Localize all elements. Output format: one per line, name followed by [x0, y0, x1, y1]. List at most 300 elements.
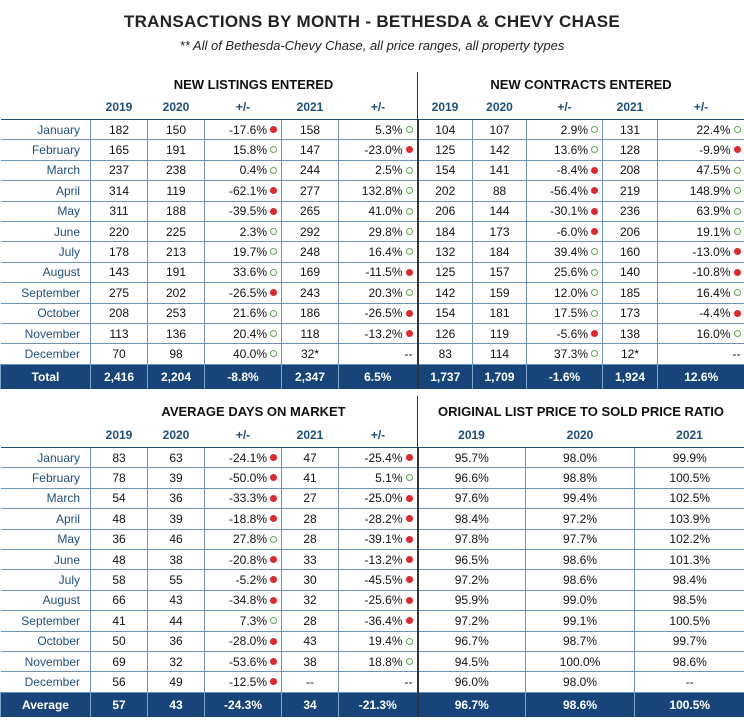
increase-indicator-icon — [406, 208, 413, 215]
listings-chg1 — [205, 323, 282, 343]
table-row — [1, 631, 744, 651]
contracts-chg1 — [527, 120, 603, 140]
dom-chg1-value: -50.0% — [228, 471, 267, 486]
listings-y2-value: 213 — [165, 245, 187, 260]
decrease-indicator-icon — [406, 269, 413, 276]
month-label-value: August — [42, 265, 80, 280]
listings-y1-value: 143 — [108, 265, 130, 280]
decrease-indicator-icon — [406, 515, 413, 522]
contracts-y1 — [418, 344, 473, 364]
listings-y1 — [91, 181, 148, 201]
dom-y1-value: 41 — [112, 613, 126, 628]
ratio-value — [418, 488, 526, 508]
month-label — [1, 140, 91, 160]
listings-y2-value: 98 — [169, 346, 183, 361]
ratio-value-value: 98.7% — [562, 634, 598, 649]
col-header: 2021 — [635, 423, 744, 448]
contracts-chg1-value: 37.3% — [553, 346, 588, 361]
dom-chg1-value: -34.8% — [228, 593, 267, 608]
ratio-value-value: 97.8% — [454, 532, 489, 547]
decrease-indicator-icon — [591, 167, 598, 174]
listings-chg1-value: 40.0% — [232, 346, 267, 361]
decrease-indicator-icon — [406, 576, 413, 583]
contracts-y1-value: 132 — [435, 245, 456, 260]
listings-chg2-value: -- — [404, 346, 413, 361]
month-label — [1, 529, 91, 549]
dom-y1-value: 69 — [112, 654, 126, 669]
ratio-value-value: 96.7% — [454, 634, 489, 649]
listings-chg2-value: -11.5% — [365, 265, 403, 280]
dom-chg2 — [339, 549, 418, 569]
listings-chg1-value: 19.7% — [232, 245, 267, 260]
decrease-indicator-icon — [270, 678, 277, 685]
dom-y2-value: 36 — [169, 634, 183, 649]
contracts-total-value: 1,737 — [430, 369, 461, 384]
listings-y2 — [148, 181, 205, 201]
listings-y3-value: 244 — [299, 163, 321, 178]
listings-chg2 — [339, 140, 418, 160]
ratio-value-value: 98.4% — [454, 511, 489, 526]
contracts-y3 — [603, 160, 658, 180]
ratio-value — [635, 488, 744, 508]
table-row — [1, 242, 744, 262]
listings-y3-value: 248 — [299, 245, 321, 260]
contracts-chg1-value: 2.9% — [560, 122, 588, 137]
bottom-table — [0, 423, 744, 717]
contracts-chg2 — [658, 181, 744, 201]
contracts-chg2 — [658, 160, 744, 180]
dom-chg2 — [339, 672, 418, 692]
contracts-y1 — [418, 283, 473, 303]
contracts-y2-value: 107 — [489, 122, 510, 137]
dom-y3 — [282, 488, 339, 508]
dom-y3 — [282, 570, 339, 590]
col-header: 2019 — [91, 423, 148, 448]
listings-y3-value: 292 — [299, 224, 321, 239]
dom-y1-value: 66 — [112, 593, 126, 608]
contracts-y2 — [473, 323, 527, 343]
ratio-value-value: 102.5% — [669, 491, 711, 506]
dom-chg2-value: 5.1% — [375, 471, 403, 486]
listings-total — [339, 364, 418, 389]
contracts-y3 — [603, 283, 658, 303]
listings-y1-value: 208 — [108, 306, 130, 321]
dom-y3 — [282, 672, 339, 692]
ratio-value — [418, 590, 526, 610]
listings-y2 — [148, 323, 205, 343]
table-row — [1, 140, 744, 160]
listings-chg1 — [205, 283, 282, 303]
dom-y2 — [148, 611, 205, 631]
dom-chg2-value: -13.2% — [364, 552, 403, 567]
ratio-value-value: 96.6% — [454, 471, 489, 486]
contracts-chg2-value: 148.9% — [689, 183, 731, 198]
ratio-value — [526, 509, 635, 529]
ratio-value — [635, 611, 744, 631]
listings-chg2 — [339, 262, 418, 282]
contracts-y2-value: 181 — [489, 306, 510, 321]
dom-y2 — [148, 509, 205, 529]
contracts-chg1-value: -30.1% — [549, 204, 588, 219]
ratio-value — [635, 529, 744, 549]
contracts-y3-value: 236 — [619, 204, 641, 219]
listings-chg1-value: 33.6% — [232, 265, 267, 280]
dom-chg2-value: 19.4% — [368, 634, 403, 649]
dom-y3 — [282, 651, 339, 671]
ratio-value-value: 96.0% — [454, 674, 489, 689]
ratio-value-value: -- — [685, 674, 694, 689]
ratio-average — [418, 692, 526, 717]
listings-total-value: 2,204 — [160, 369, 192, 384]
decrease-indicator-icon — [734, 310, 741, 317]
listings-y3-value: 147 — [299, 143, 321, 158]
contracts-chg2-value: 47.5% — [696, 163, 731, 178]
total-label — [1, 364, 91, 389]
decrease-indicator-icon — [406, 536, 413, 543]
listings-y3-value: 118 — [300, 326, 320, 341]
month-label — [1, 631, 91, 651]
col-header: +/- — [527, 95, 603, 120]
listings-y3 — [282, 242, 339, 262]
dom-y3 — [282, 611, 339, 631]
increase-indicator-icon — [591, 289, 598, 296]
contracts-y1 — [418, 160, 473, 180]
increase-indicator-icon — [406, 289, 413, 296]
ratio-value-value: 97.2% — [562, 511, 598, 526]
contracts-total — [473, 364, 527, 389]
dom-y1 — [91, 448, 148, 468]
decrease-indicator-icon — [270, 474, 277, 481]
contracts-y2 — [473, 283, 527, 303]
listings-y3-value: 186 — [299, 306, 321, 321]
col-header: 2020 — [526, 423, 635, 448]
ratio-value-value: 98.4% — [672, 573, 707, 588]
dom-y3 — [282, 448, 339, 468]
contracts-chg1-value: 17.5% — [553, 306, 588, 321]
listings-chg2 — [339, 221, 418, 241]
contracts-chg1-value: -6.0% — [556, 224, 588, 239]
dom-y3 — [282, 631, 339, 651]
month-label — [1, 448, 91, 468]
listings-y3-value: 169 — [299, 265, 321, 280]
increase-indicator-icon — [406, 126, 413, 133]
dom-y3 — [282, 509, 339, 529]
listings-y2 — [148, 303, 205, 323]
listings-chg2-value: 16.4% — [368, 245, 403, 260]
listings-y1-value: 182 — [108, 122, 130, 137]
decrease-indicator-icon — [270, 495, 277, 502]
dom-chg1 — [205, 468, 282, 488]
dom-chg1 — [205, 570, 282, 590]
dom-chg2 — [339, 590, 418, 610]
dom-average — [339, 692, 418, 717]
contracts-y3-value: 219 — [619, 183, 641, 198]
ratio-value — [526, 672, 635, 692]
contracts-y1-value: 142 — [435, 285, 456, 300]
ratio-value-value: 99.7% — [672, 634, 707, 649]
listings-y3-value: 243 — [299, 285, 321, 300]
col-header: 2020 — [148, 423, 205, 448]
decrease-indicator-icon — [591, 208, 598, 215]
contracts-chg1 — [527, 140, 603, 160]
dom-chg2-value: -36.4% — [364, 613, 403, 628]
listings-chg2-value: -23.0% — [364, 143, 403, 158]
listings-chg2-value: -13.2% — [364, 326, 403, 341]
contracts-y2-value: 184 — [489, 245, 510, 260]
listings-y2 — [148, 262, 205, 282]
dom-y2-value: 32 — [169, 654, 183, 669]
ratio-average-value: 96.7% — [454, 697, 489, 712]
increase-indicator-icon — [270, 146, 277, 153]
dom-chg1 — [205, 672, 282, 692]
listings-chg2 — [339, 242, 418, 262]
decrease-indicator-icon — [406, 597, 413, 604]
contracts-y3 — [603, 242, 658, 262]
ratio-value — [418, 672, 526, 692]
listings-y3-value: 158 — [299, 122, 321, 137]
dom-y2 — [148, 488, 205, 508]
ratio-value-value: 97.2% — [454, 573, 489, 588]
ratio-value-value: 101.3% — [669, 552, 711, 567]
listings-y1 — [91, 323, 148, 343]
listings-y3 — [282, 344, 339, 364]
dom-y3 — [282, 468, 339, 488]
decrease-indicator-icon — [406, 495, 413, 502]
month-label — [1, 160, 91, 180]
listings-y3 — [282, 303, 339, 323]
listings-chg1-value: 2.3% — [239, 224, 267, 239]
contracts-y2 — [473, 262, 527, 282]
increase-indicator-icon — [270, 167, 277, 174]
ratio-value — [526, 488, 635, 508]
contracts-y3-value: 131 — [619, 122, 641, 137]
contracts-chg1 — [527, 242, 603, 262]
listings-y3 — [282, 120, 339, 140]
contracts-chg2 — [658, 262, 744, 282]
ratio-value-value: 98.5% — [672, 593, 707, 608]
listings-y1-value: 275 — [108, 285, 130, 300]
listings-chg1-value: -62.1% — [228, 183, 267, 198]
contracts-chg2 — [658, 303, 744, 323]
month-label — [1, 570, 91, 590]
contracts-chg2 — [658, 242, 744, 262]
listings-y1 — [91, 242, 148, 262]
dom-average — [282, 692, 339, 717]
contracts-chg2-value: -10.8% — [692, 265, 731, 280]
listings-y2 — [148, 283, 205, 303]
ratio-value — [635, 631, 744, 651]
contracts-chg1-value: 13.6% — [553, 143, 588, 158]
contracts-y1 — [418, 120, 473, 140]
contracts-chg1 — [527, 344, 603, 364]
ratio-value — [526, 468, 635, 488]
dom-y2 — [148, 590, 205, 610]
increase-indicator-icon — [591, 350, 598, 357]
top-header-row — [1, 95, 744, 120]
listings-chg2 — [339, 323, 418, 343]
ratio-value — [418, 611, 526, 631]
dom-chg1 — [205, 509, 282, 529]
contracts-chg1 — [527, 201, 603, 221]
month-label — [1, 509, 91, 529]
contracts-chg1 — [527, 303, 603, 323]
dom-y2 — [148, 529, 205, 549]
dom-y1-value: 50 — [112, 634, 126, 649]
dom-chg2 — [339, 570, 418, 590]
ratio-value-value: 99.0% — [562, 593, 598, 608]
contracts-y1 — [418, 140, 473, 160]
dom-y1-value: 48 — [112, 511, 126, 526]
decrease-indicator-icon — [270, 576, 277, 583]
col-header: 2020 — [473, 95, 527, 120]
ratio-value — [635, 448, 744, 468]
contracts-chg1 — [527, 221, 603, 241]
dom-average-value: 43 — [169, 697, 183, 712]
listings-chg1 — [205, 242, 282, 262]
ratio-value — [635, 672, 744, 692]
ratio-value — [526, 549, 635, 569]
listings-total-value: 2,416 — [103, 369, 135, 384]
dom-y1 — [91, 672, 148, 692]
ratio-value-value: 99.1% — [562, 613, 598, 628]
ratio-value-value: 100.5% — [669, 471, 711, 486]
table-row — [1, 181, 744, 201]
listings-total — [282, 364, 339, 389]
ratio-value — [418, 509, 526, 529]
listings-y2-value: 119 — [166, 183, 186, 198]
increase-indicator-icon — [734, 167, 741, 174]
dom-y3-value: 33 — [303, 552, 317, 567]
increase-indicator-icon — [406, 228, 413, 235]
contracts-y3-value: 12* — [620, 346, 640, 361]
decrease-indicator-icon — [270, 208, 277, 215]
col-header: 2019 — [418, 423, 526, 448]
dom-y3 — [282, 549, 339, 569]
dom-y3-value: 47 — [303, 450, 317, 465]
average-row — [1, 692, 744, 717]
month-label — [1, 242, 91, 262]
contracts-y1 — [418, 221, 473, 241]
month-label — [1, 590, 91, 610]
listings-y2-value: 253 — [165, 306, 187, 321]
total-row — [1, 364, 744, 389]
increase-indicator-icon — [270, 269, 277, 276]
dom-chg2-value: -45.5% — [364, 573, 403, 588]
table-row — [1, 468, 744, 488]
ratio-value — [418, 448, 526, 468]
increase-indicator-icon — [406, 658, 413, 665]
decrease-indicator-icon — [734, 269, 741, 276]
dom-chg2 — [339, 448, 418, 468]
table-row — [1, 570, 744, 590]
increase-indicator-icon — [734, 289, 741, 296]
listings-y3-value: 277 — [299, 183, 321, 198]
dom-chg2-value: -25.4% — [364, 450, 403, 465]
contracts-y1-value: 154 — [435, 306, 456, 321]
listings-title: NEW LISTINGS ENTERED — [173, 77, 334, 92]
dom-chg1 — [205, 631, 282, 651]
page-subtitle: ** All of Bethesda-Chevy Chase, all price ranges, all property types — [179, 38, 565, 53]
contracts-y2-value: 119 — [489, 326, 510, 341]
listings-y1-value: 311 — [109, 204, 129, 219]
dom-average — [205, 692, 282, 717]
ratio-value-value: 99.9% — [672, 450, 707, 465]
month-label-value: October — [37, 634, 80, 649]
dom-y1 — [91, 488, 148, 508]
listings-chg1-value: -26.5% — [228, 285, 267, 300]
table-row — [1, 323, 744, 343]
dom-chg2 — [339, 468, 418, 488]
dom-y1 — [91, 549, 148, 569]
ratio-value — [635, 509, 744, 529]
ratio-average-value: 98.6% — [562, 697, 598, 712]
listings-y1 — [91, 201, 148, 221]
dom-y1-value: 83 — [112, 450, 126, 465]
dom-chg1-value: 7.3% — [239, 613, 267, 628]
decrease-indicator-icon — [406, 454, 413, 461]
dom-title: AVERAGE DAYS ON MARKET — [161, 404, 346, 419]
decrease-indicator-icon — [406, 556, 413, 563]
dom-y3-value: 28 — [303, 532, 317, 547]
average-label-value: Average — [22, 697, 69, 712]
increase-indicator-icon — [734, 208, 741, 215]
listings-y2-value: 202 — [165, 285, 187, 300]
table-row — [1, 488, 744, 508]
decrease-indicator-icon — [270, 638, 277, 645]
col-header: 2021 — [603, 95, 658, 120]
contracts-total-value: 1,924 — [614, 369, 646, 384]
contracts-chg2 — [658, 201, 744, 221]
contracts-y3 — [603, 221, 658, 241]
listings-y2 — [148, 221, 205, 241]
listings-total — [148, 364, 205, 389]
dom-y2 — [148, 448, 205, 468]
dom-chg1-value: -24.1% — [228, 450, 267, 465]
col-header: +/- — [205, 95, 282, 120]
contracts-chg2-value: -9.9% — [699, 143, 731, 158]
decrease-indicator-icon — [406, 330, 413, 337]
month-label-value: February — [31, 143, 80, 158]
total-label-value: Total — [31, 369, 60, 384]
month-label — [1, 468, 91, 488]
dom-y2 — [148, 570, 205, 590]
listings-chg2-value: 2.5% — [375, 163, 403, 178]
dom-y2-value: 46 — [169, 532, 183, 547]
month-label — [1, 344, 91, 364]
month-label — [1, 488, 91, 508]
dom-y2-value: 39 — [169, 511, 183, 526]
ratio-value — [635, 468, 744, 488]
contracts-y2 — [473, 120, 527, 140]
dom-chg1-value: -20.8% — [228, 552, 267, 567]
increase-indicator-icon — [734, 330, 741, 337]
ratio-value-value: 98.0% — [562, 450, 598, 465]
dom-y1-value: 56 — [112, 674, 126, 689]
col-header: 2019 — [91, 95, 148, 120]
contracts-chg2-value: 63.9% — [696, 204, 731, 219]
month-label-value: November — [24, 654, 80, 669]
listings-y1-value: 314 — [108, 183, 130, 198]
month-label — [1, 303, 91, 323]
contracts-y3 — [603, 262, 658, 282]
contracts-chg2 — [658, 344, 744, 364]
contracts-chg2-value: -13.0% — [692, 245, 731, 260]
listings-y2-value: 136 — [165, 326, 187, 341]
listings-y3 — [282, 140, 339, 160]
dom-chg2-value: -- — [404, 674, 413, 689]
listings-chg2-value: 41.0% — [368, 204, 403, 219]
dom-chg2 — [339, 488, 418, 508]
